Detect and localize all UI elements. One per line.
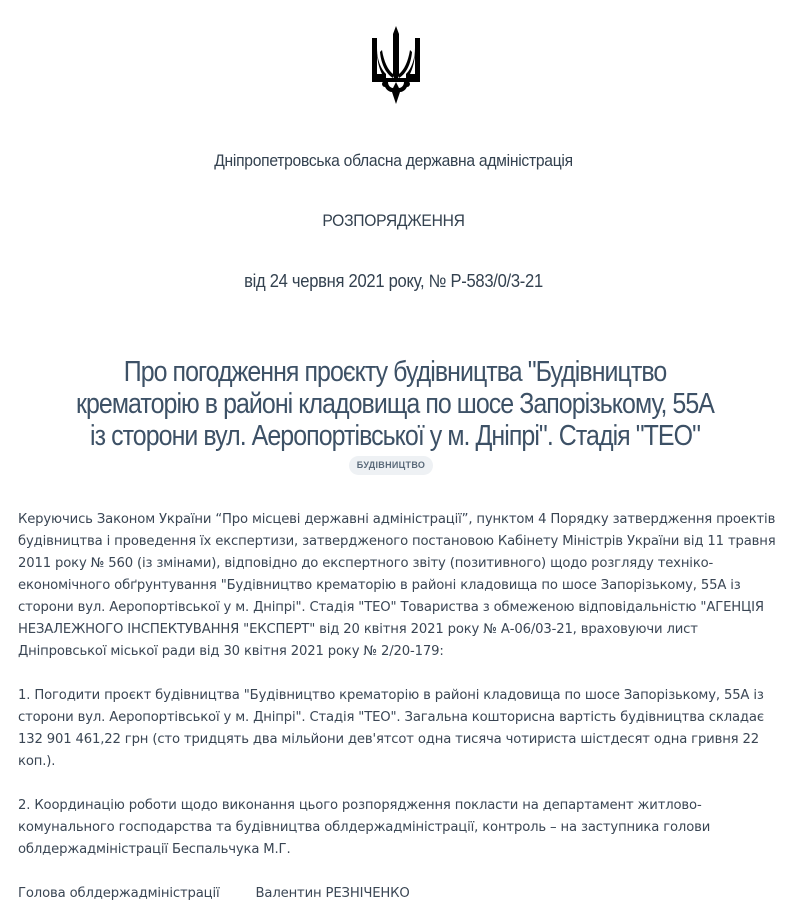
signature-name: Валентин РЕЗНІЧЕНКО: [255, 886, 410, 901]
document-date-number: від 24 червня 2021 року, № Р-583/0/3-21: [244, 271, 543, 291]
order-item-1: 1. Погодити проєкт будівництва "Будівництво крематорію в районі кладовища по шосе Запорізькому, 55А із сторони вул. Аеропортівської у м. Дніпрі". Стадія "ТЕО". Загальна кошторисна вартість будівництва складає 132 901 461,22 грн (сто тридцять два мільйони дев'ятсот одна тисяча чотириста шістдесят одна гривня 22 коп.).: [18, 688, 764, 769]
trident-icon: [368, 24, 424, 108]
signature-block: [18, 883, 778, 905]
document-type: РОЗПОРЯДЖЕННЯ: [322, 211, 465, 230]
document-title: Про погодження проєкту будівництва "Будівництво крематорію в районі кладовища по шосе Запорізькому, 55А із сторони вул. Аеропортівської у м. Дніпрі". Стадія "ТЕО": [76, 356, 714, 452]
signature-position: Голова облдержадміністрації: [18, 886, 220, 901]
preamble-paragraph: Керуючись Законом України “Про місцеві державні адміністрації”, пунктом 4 Порядку затвердження проектів будівництва і проведення їх експертизи, затвердженого постановою Кабінету Міністрів України від 11 травня 2011 року № 560 (із змінами), відповідно до експертного звіту (позитивного) щодо розгляду техніко-економічного обґрунтування "Будівництво крематорію в районі кладовища по шосе Запорізькому, 55А із сторони вул. Аеропортівської у м. Дніпрі". Стадія "ТЕО" Товариства з обмеженою відповідальністю "АГЕНЦІЯ НЕЗАЛЕЖНОГО ІНСПЕКТУВАННЯ "ЕКСПЕРТ" від 20 квітня 2021 року № А-06/03-21, враховуючи лист Дніпровської міської ради від 30 квітня 2021 року № 2/20-179:: [18, 512, 776, 659]
organization-name: Дніпропетровська обласна державна адміністрація: [214, 151, 573, 170]
coat-of-arms-emblem: [368, 24, 424, 108]
order-item-2: 2. Координацію роботи щодо виконання цього розпорядження покласти на департамент житлово-комунального господарства та будівництва облдержадміністрації, контроль – на заступника голови облдержадміністрації Беспальчука М.Г.: [18, 798, 711, 857]
document-body: [18, 509, 778, 905]
category-tag[interactable]: БУДІВНИЦТВО: [349, 456, 433, 475]
